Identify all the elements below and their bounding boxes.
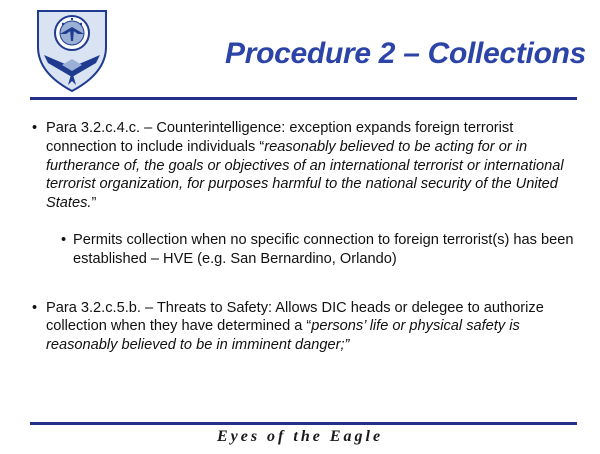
sub-bullet-text: Permits collection when no specific connection to foreign terrorist(s) has been established – HVE (e.g. San Bernardino, Orlando) xyxy=(73,231,574,267)
footer-divider xyxy=(30,422,577,425)
sub-bullet-dot: • xyxy=(61,231,67,248)
bullet-item xyxy=(32,299,580,355)
bullet-quote-close: ” xyxy=(91,195,97,212)
slide-title: Procedure 2 – Collections xyxy=(225,37,586,70)
footer-text: Eyes of the Eagle xyxy=(216,428,384,445)
bullet-item xyxy=(32,119,580,213)
title-divider xyxy=(30,97,577,100)
bullet-text: Para 3.2.c.4.c. – Counterintelligence: exception expands foreign terrorist connection to include individuals “ xyxy=(46,120,514,155)
bullet-quote: persons’ life or physical safety is reasonably believed to be in imminent danger;” xyxy=(46,318,520,354)
bullet-dot: • xyxy=(32,120,38,136)
sub-bullet-item xyxy=(61,231,580,269)
bullet-dot: • xyxy=(32,299,38,316)
slide-content xyxy=(32,119,580,355)
bullet-quote: reasonably believed to be acting for or in furtherance of, the goals or objectives of an international terrorist or international terrorist organization, for purposes harmful to the national security of the United States. xyxy=(46,138,564,212)
air-force-emblem-icon xyxy=(32,7,112,93)
bullet-text: Para 3.2.c.5.b. – Threats to Safety: Allows DIC heads or delegee to authorize collection when they have determined a “ xyxy=(46,299,544,335)
